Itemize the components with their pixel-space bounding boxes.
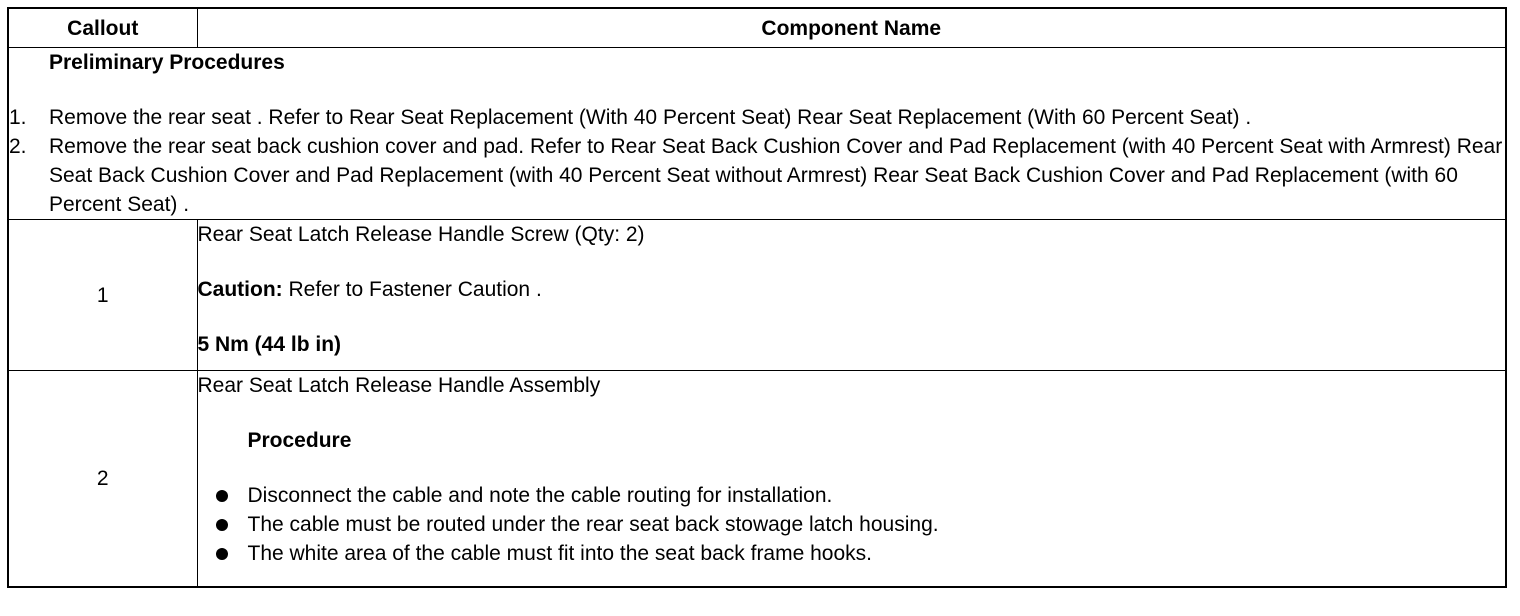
bullet-icon bbox=[216, 548, 228, 560]
step-text: Remove the rear seat . Refer to Rear Seat Replacement (With 40 Percent Seat) Rear Seat Replacement (With 60 Percent Seat) . bbox=[49, 106, 1252, 129]
bullet-text: The white area of the cable must fit into the seat back frame hooks. bbox=[247, 542, 872, 565]
step-number: 2. bbox=[9, 135, 27, 158]
component-name: Rear Seat Latch Release Handle Assembly bbox=[197, 374, 601, 397]
component-table bbox=[7, 7, 1507, 588]
bullet-icon bbox=[216, 490, 228, 502]
list-item bbox=[198, 510, 1506, 539]
preliminary-row bbox=[8, 48, 1506, 220]
list-item bbox=[198, 481, 1506, 510]
component-name: Rear Seat Latch Release Handle Screw (Qty: 2) bbox=[197, 223, 645, 246]
header-callout: Callout bbox=[8, 8, 197, 48]
caution-label: Caution: bbox=[197, 278, 283, 301]
header-row bbox=[8, 8, 1506, 48]
table-row bbox=[8, 220, 1506, 371]
procedure-bullets bbox=[198, 481, 1506, 568]
torque-spec: 5 Nm (44 lb in) bbox=[197, 333, 342, 356]
header-component-name: Component Name bbox=[197, 8, 1506, 48]
bullet-icon bbox=[216, 519, 228, 531]
caution-note bbox=[198, 275, 1506, 304]
list-item bbox=[9, 103, 1505, 132]
preliminary-steps bbox=[9, 103, 1505, 219]
step-text: Remove the rear seat back cushion cover and pad. Refer to Rear Seat Back Cushion Cover and Pad Replacement (with 40 Percent Seat with Armrest) Rear Seat Back Cushion Cover and Pad Replacement (with 40 Percent Seat without Armrest) Rear Seat Back Cushion Cover and Pad Replacement (with 60 Percent Seat) . bbox=[49, 135, 1503, 216]
caution-text: Refer to Fastener Caution . bbox=[282, 278, 542, 301]
step-number: 1. bbox=[9, 106, 27, 129]
procedure-title: Procedure bbox=[247, 429, 352, 452]
list-item bbox=[9, 132, 1505, 219]
list-item bbox=[198, 539, 1506, 568]
callout-cell: 1 bbox=[8, 220, 197, 371]
preliminary-cell bbox=[8, 48, 1506, 220]
component-cell bbox=[197, 371, 1506, 587]
component-cell bbox=[197, 220, 1506, 371]
callout-cell: 2 bbox=[8, 371, 197, 587]
preliminary-title: Preliminary Procedures bbox=[49, 51, 285, 74]
bullet-text: The cable must be routed under the rear seat back stowage latch housing. bbox=[247, 513, 939, 536]
table-row bbox=[8, 371, 1506, 587]
bullet-text: Disconnect the cable and note the cable routing for installation. bbox=[247, 484, 833, 507]
